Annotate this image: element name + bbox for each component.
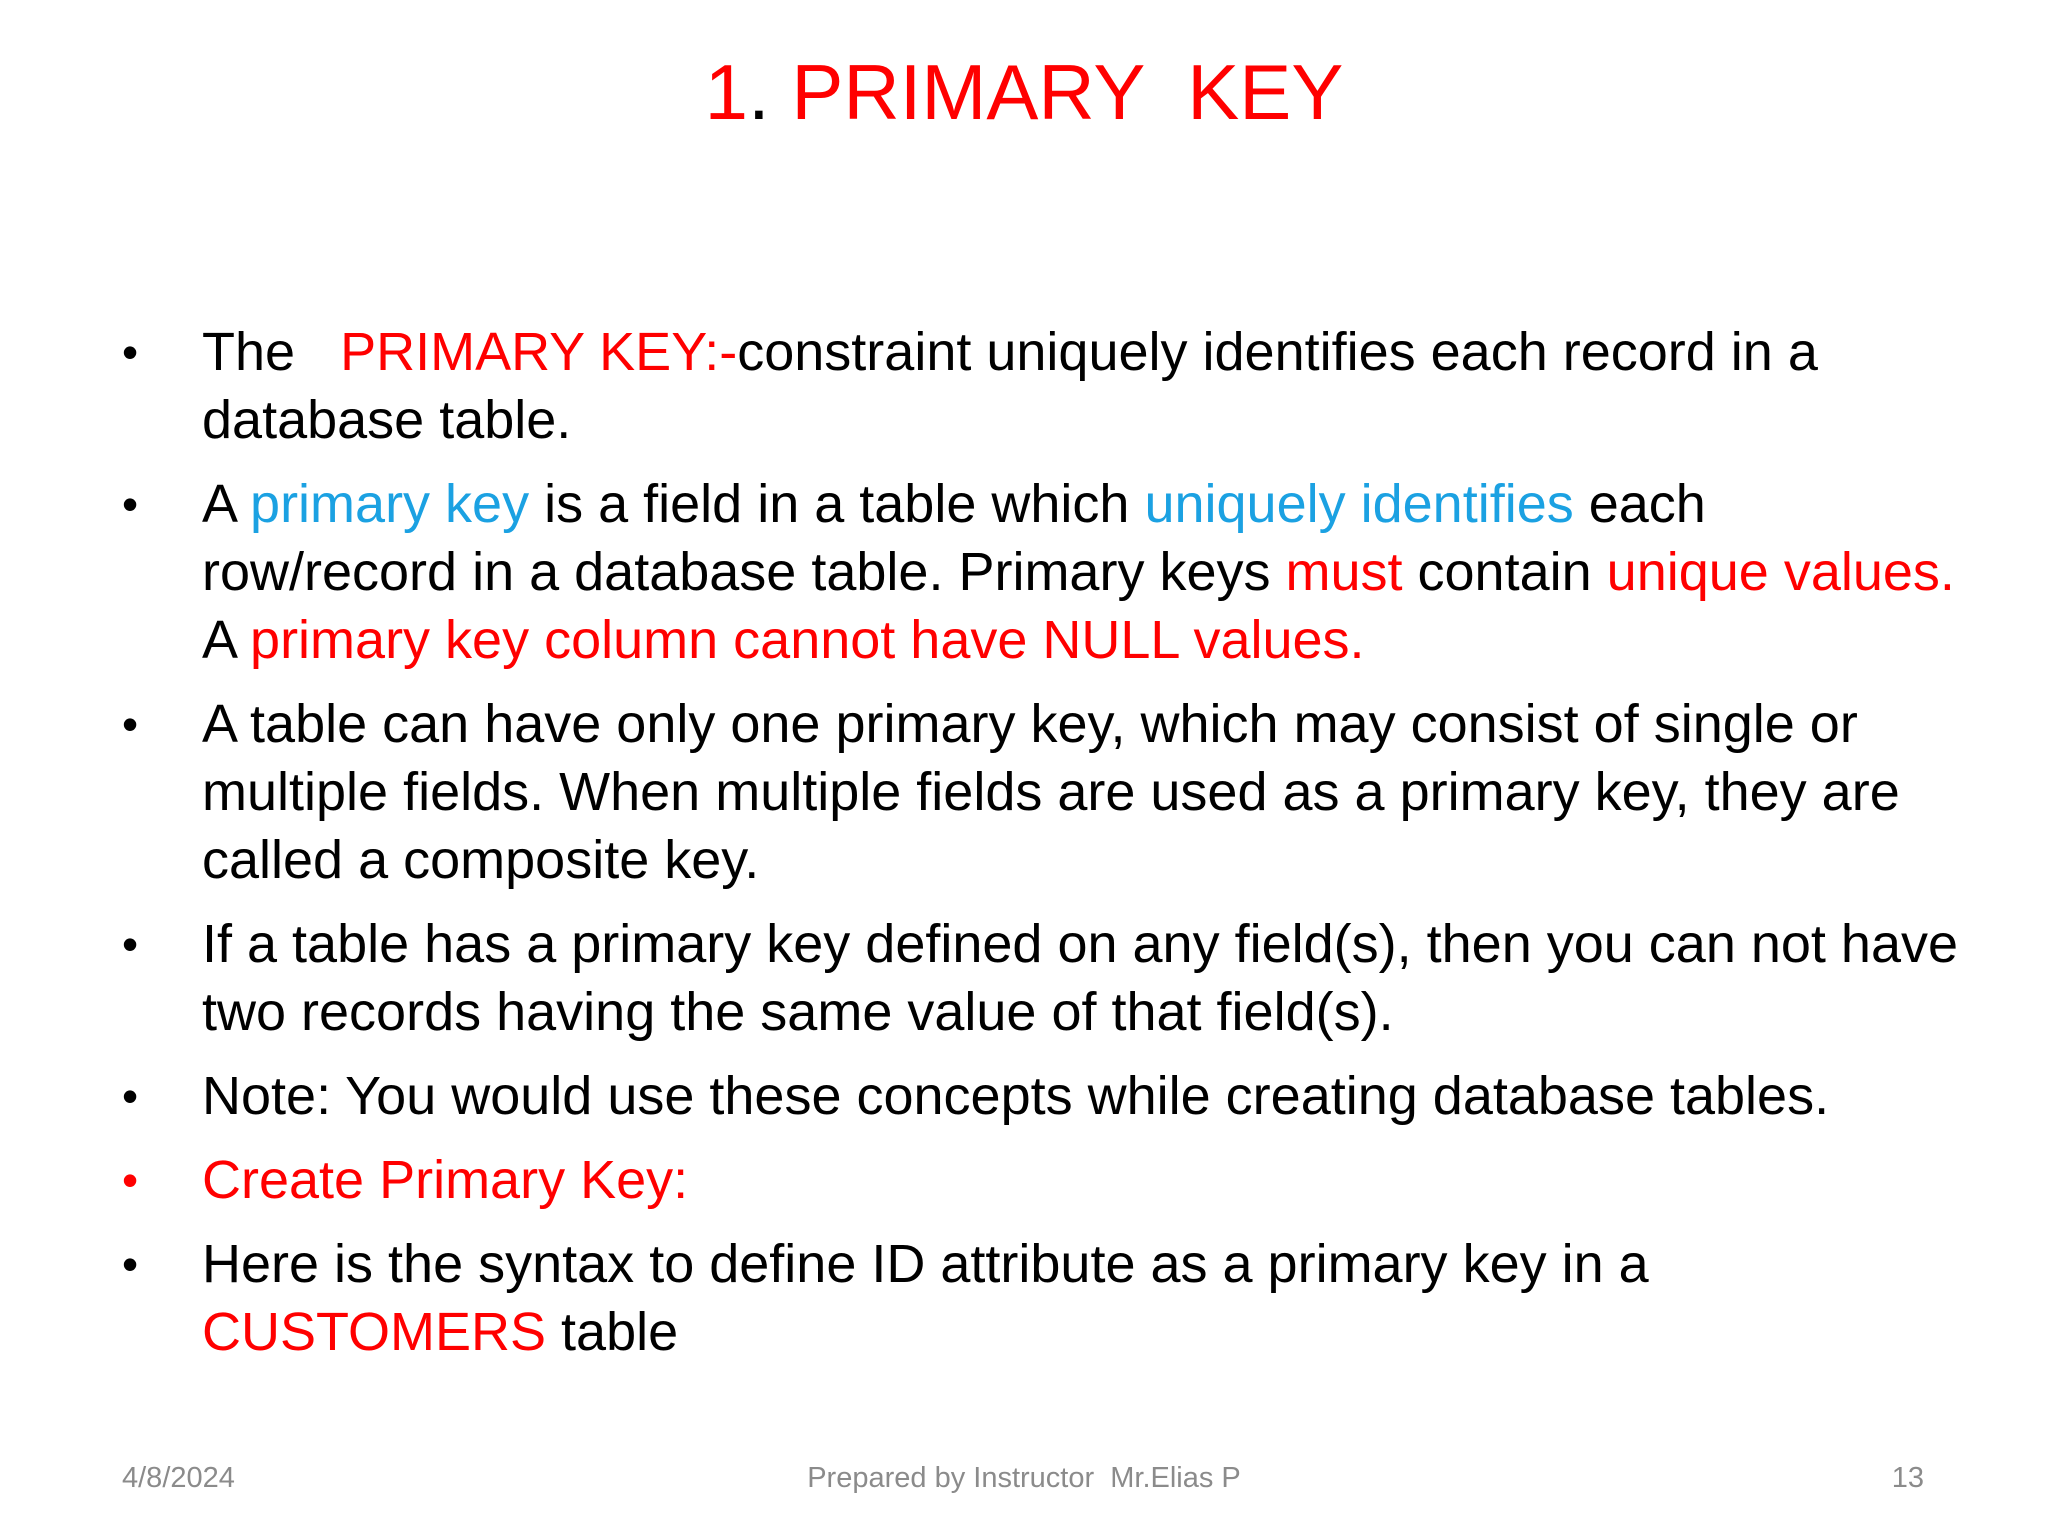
bullet-marker: • [122,478,139,530]
bullet-marker: • [122,698,139,750]
bullet-text-segment: If a table has a primary key defined on any field(s), then you can not have two records having the same value of that field(s). [202,914,1959,1042]
bullet-primary-key-definition [0,318,2048,454]
bullet-highlight-red: Create Primary Key: [202,1150,689,1210]
bullet-duplicate-values [0,910,2048,1046]
bullet-marker: • [122,918,139,970]
bullet-text-segment: A [202,474,251,534]
bullet-text-segment: contain [1402,542,1607,602]
bullet-text-segment: constraint uniquely identifies each record in a database table. [202,322,1818,450]
bullet-highlight-blue: primary key [250,474,530,534]
bullet-highlight-red: PRIMARY KEY:- [340,322,738,382]
slide-number: 13 [1891,1462,1924,1494]
bullet-text-segment: table [546,1302,679,1362]
bullet-highlight-red: primary key column cannot have NULL values. [250,610,1365,670]
footer-date: 4/8/2024 [122,1462,235,1494]
bullet-text-segment: each row/record in a database table. Primary keys [202,474,1706,602]
bullet-note [0,1062,2048,1130]
title-text: PRIMARY KEY [769,48,1344,136]
bullet-text-segment: The [202,322,296,382]
footer-author: Prepared by Instructor Mr.Elias P [807,1462,1241,1494]
bullet-text-segment: Note: You would use these concepts while creating database tables. [202,1066,1830,1126]
bullet-text-segment: A [202,610,251,670]
bullet-composite-key [0,690,2048,894]
bullet-highlight-red: must [1285,542,1403,602]
bullet-highlight-red: unique values. [1606,542,1955,602]
title-number: 1 [704,48,749,136]
bullet-text-segment: is a field in a table which [529,474,1145,534]
bullet-syntax [0,1230,2048,1366]
bullet-highlight-red: CUSTOMERS [202,1302,547,1362]
bullet-text-segment [295,322,340,382]
title-dot: . [748,48,770,136]
bullet-marker: • [122,1154,139,1206]
slide-title [0,44,2048,140]
bullet-text-segment: Here is the syntax to define ID attribute as a primary key in a [202,1234,1649,1294]
bullet-marker: • [122,1070,139,1122]
bullet-create-primary-key [0,1146,2048,1214]
bullet-marker: • [122,326,139,378]
bullet-text-segment: A table can have only one primary key, which may consist of single or multiple fields. When multiple fields are used as a primary key, they are called a composite key. [202,694,1900,890]
bullet-primary-key-rules [0,470,2048,674]
bullet-list [0,318,2048,1382]
bullet-marker: • [122,1238,139,1290]
bullet-highlight-blue: uniquely identifies [1144,474,1574,534]
